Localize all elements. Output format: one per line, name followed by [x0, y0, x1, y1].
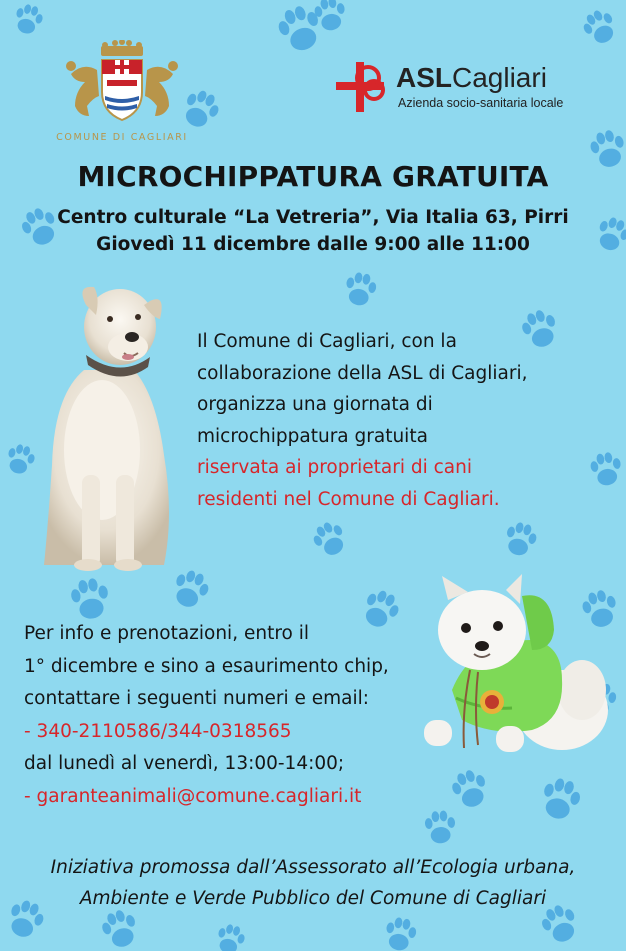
page-title: MICROCHIPPATURA GRATUITA: [77, 160, 549, 193]
paw-print-icon: [538, 775, 584, 823]
intro-highlight-line: residenti nel Comune di Cagliari.: [197, 488, 500, 510]
coat-of-arms-icon: [57, 40, 187, 130]
contact-line: contattare i seguenti numeri e email:: [24, 688, 369, 709]
paw-print-icon: [313, 0, 348, 33]
asl-cross-icon: [334, 60, 390, 116]
contact-email[interactable]: - garanteanimali@comune.cagliari.it: [24, 785, 362, 807]
paw-print-icon: [579, 5, 621, 48]
intro-line: collaborazione della ASL di Cagliari,: [197, 362, 528, 384]
event-datetime: Giovedì 11 dicembre dalle 9:00 alle 11:00: [96, 234, 530, 255]
intro-text: [197, 326, 617, 515]
intro-highlight-line: riservata ai proprietari di cani: [197, 457, 472, 478]
sitting-dog-image: [24, 275, 184, 575]
asl-name-bold: ASL: [396, 62, 452, 93]
paw-print-icon: [383, 916, 418, 951]
paw-print-icon: [309, 517, 351, 560]
intro-line: Il Comune di Cagliari, con la: [197, 331, 457, 352]
asl-logo: [334, 60, 574, 120]
paw-print-icon: [343, 271, 378, 308]
footer-line: Ambiente e Verde Pubblico del Comune di Cagliari: [79, 888, 547, 909]
footer-line: Iniziativa promossa dall’Assessorato all’Ecologia urbana,: [50, 857, 576, 878]
asl-name: [396, 62, 547, 94]
puppy-in-hoodie-image: [412, 570, 612, 770]
paw-print-icon: [448, 766, 492, 811]
intro-line: microchippatura gratuita: [197, 425, 428, 447]
contact-hours: dal lunedì al venerdì, 13:00-14:00;: [24, 753, 345, 774]
intro-line: organizza una giornata di: [197, 394, 433, 415]
contact-line: 1° dicembre e sino a esaurimento chip,: [24, 655, 389, 677]
paw-print-icon: [69, 576, 112, 621]
event-venue: Centro culturale “La Vetreria”, Via Italia 63, Pirri: [57, 207, 569, 228]
contact-phones[interactable]: - 340-2110586/344-0318565: [24, 720, 292, 742]
comune-name: COMUNE DI CAGLIARI: [56, 132, 188, 143]
paw-print-icon: [12, 2, 45, 37]
contact-info: [24, 618, 454, 813]
asl-subtitle: Azienda socio-sanitaria locale: [398, 96, 564, 110]
paw-print-icon: [502, 520, 539, 559]
asl-name-regular: Cagliari: [452, 62, 547, 93]
paw-print-icon: [424, 810, 457, 845]
footer-credit: [0, 852, 626, 914]
contact-line: Per info e prenotazioni, entro il: [24, 623, 309, 644]
comune-logo: [52, 40, 192, 150]
paw-print-icon: [214, 922, 247, 951]
